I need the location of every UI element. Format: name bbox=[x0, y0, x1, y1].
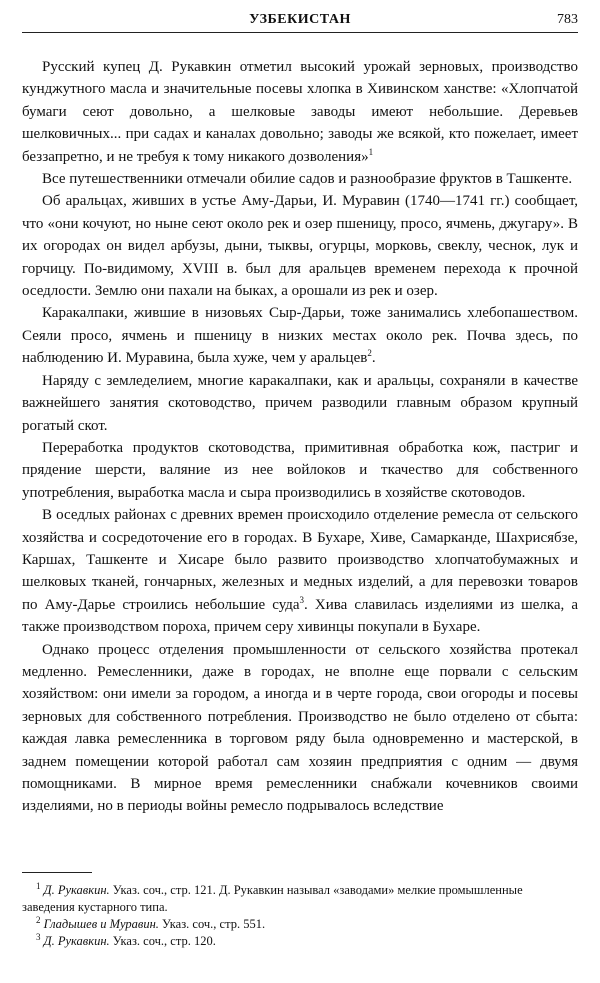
footnote-ref[interactable]: 1 bbox=[368, 146, 374, 157]
footnote: $^1$ Д. Рукавкин. Указ. соч., стр. 121. Д. Рукавкин называл «заводами» мелкие промышленные заведения кустарного типа. bbox=[22, 880, 523, 914]
footnote-ref[interactable]: 2 bbox=[367, 348, 372, 359]
footnote-rule bbox=[22, 872, 92, 873]
paragraph: Каракалпаки, жившие в низовьях Сыр-Дарьи, тоже занимались хлебопашеством. Сеяли просо, ячмень и пшеницу в низких местах около рек. Почва здесь, по наблюдению И. Муравина, была хуже, чем у аральцев$^2$. bbox=[22, 305, 578, 367]
page-number: 783 bbox=[557, 12, 578, 27]
header-rule bbox=[22, 32, 578, 33]
footnotes bbox=[22, 882, 578, 950]
page-header bbox=[22, 8, 578, 32]
paragraph: Об аральцах, живших в устье Аму-Дарьи, И. Муравин (1740—1741 гг.) сообщает, что «они кочуют, но ныне сеют около рек и озер пшеницу, просо, ячмень, джугару». В их огородах он видел арбузы, дыни, тыквы, огурцы, морковь, свеклу, чеснок, лук и горчицу. По-видимому, XVIII в. был для аральцев временем перехода к прочной оседлости. Землю они пахали на быках, а орошали из рек и озер. bbox=[22, 193, 578, 300]
paragraph: Все путешественники отмечали обилие садов и разнообразие фруктов в Ташкенте. bbox=[42, 171, 573, 188]
footnote: $^3$ Д. Рукавкин. Указ. соч., стр. 120. bbox=[36, 931, 216, 948]
footnote-ref[interactable]: 3 bbox=[299, 594, 305, 605]
body-text bbox=[22, 56, 578, 818]
paragraph: В оседлых районах с древних времен происходило отделение ремесла от сельского хозяйства и сосредоточение его в городах. В Бухаре, Хиве, Самарканде, Шахрисябзе, Каршах, Ташкенте и Хисаре было развито производство хлопчатобумажных и шелковых тканей, гончарных, железных и медных изделий, а для перевозки товаров по Аму-Дарье строились небольшие суда$^3$. Хива славилась изделиями из шелка, а также производством пороха, причем серу хивинцы покупали в Бухаре. bbox=[22, 507, 578, 636]
footnote: $^2$ Гладышев и Муравин. Указ. соч., стр. 551. bbox=[36, 914, 266, 931]
running-title: УЗБЕКИСТАН bbox=[249, 12, 351, 27]
paragraph: Однако процесс отделения промышленности от сельского хозяйства протекал медленно. Ремесленники, даже в городах, не вполне еще порвали с сельским хозяйством: они имели за городом, а иногда и в черте города, свои огороды и посевы зерновых для собственного потребления. Производство не было отделено от сбыта: каждая лавка ремесленника в торговом ряду была одновременно и мастерской, в заднем помещении которой работал сам хозяин предприятия с одним — двумя помощниками. В мирное время ремесленники снабжали кочевников своими изделиями, но в периоды войны ремесло подрывалось вследствие bbox=[22, 641, 578, 815]
paragraph: Русский купец Д. Рукавкин отметил высокий урожай зерновых, производство кунджутного масла и значительные посевы хлопка в Хивинском ханстве: «Хлопчатой бумаги сеют довольно, а шелковые заводы имеют небольшие. Деревьев шелковичных... при садах и каналах довольно; заводы же всякой, кто пожелает, имеет беззапретно, и не требуя к тому никакого дозволения»$^1$ bbox=[22, 59, 578, 165]
paragraph: Наряду с земледелием, многие каракалпаки, как и аральцы, сохраняли в качестве важнейшего занятия скотоводство, причем разводили главным образом крупный рогатый скот. bbox=[22, 372, 578, 434]
paragraph: Переработка продуктов скотоводства, примитивная обработка кож, пастриг и прядение шерсти, валяние из нее войлоков и ткачество для собственного употребления, выработка масла и сыра производились в хозяйстве скотоводов. bbox=[22, 439, 578, 501]
